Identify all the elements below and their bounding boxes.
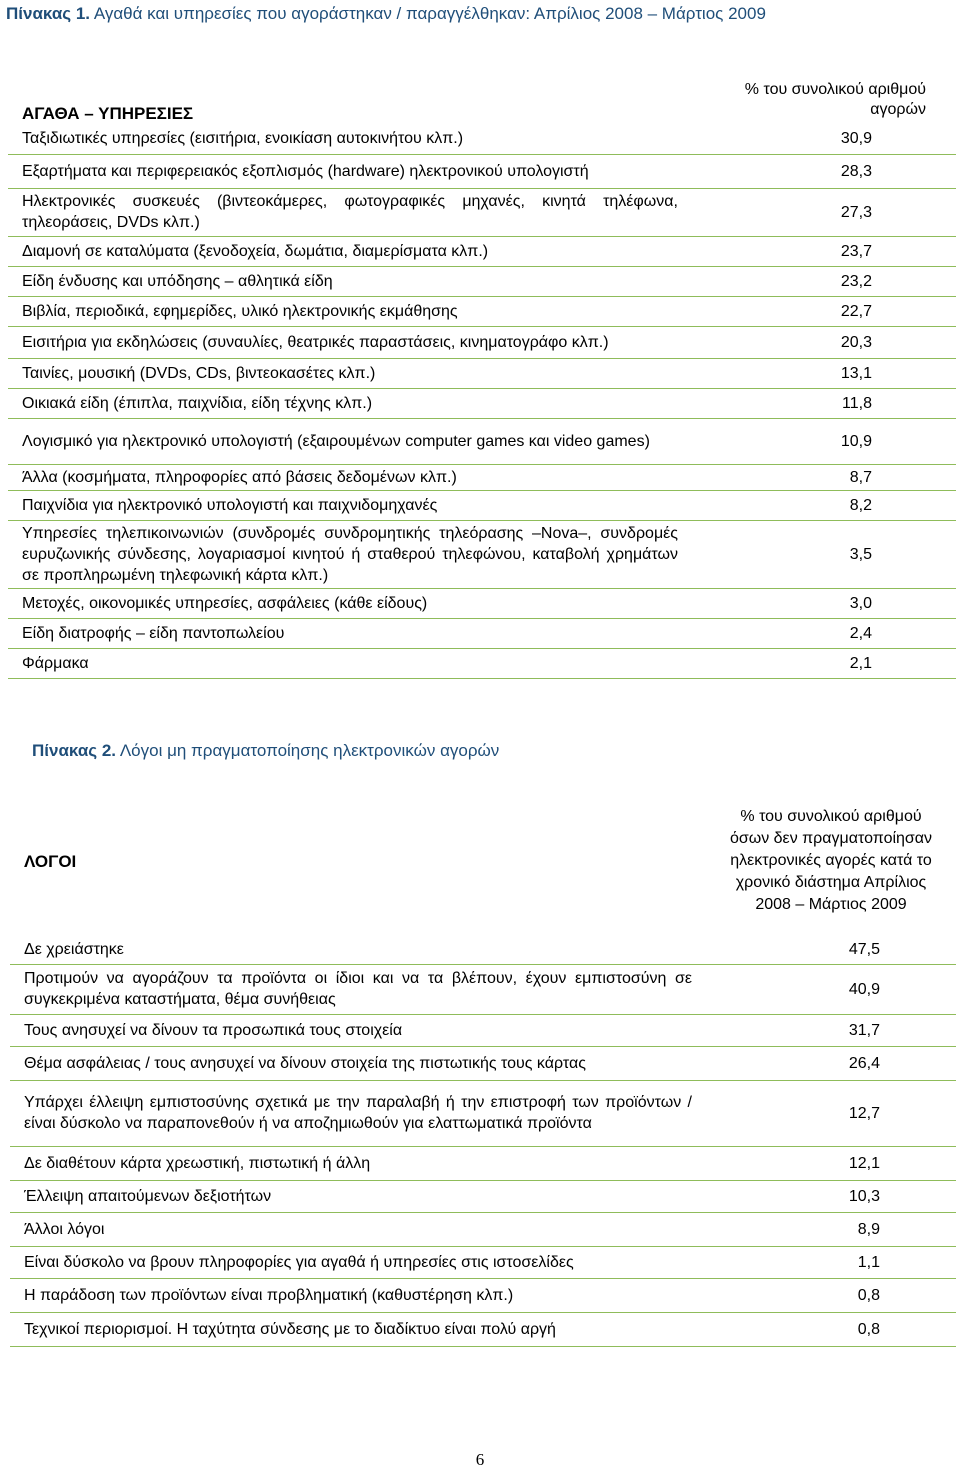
row-label: Ταξιδιωτικές υπηρεσίες (εισιτήρια, ενοικίαση αυτοκινήτου κλπ.) [8,124,692,154]
table-row [10,936,956,964]
row-value: 31,7 [706,1014,956,1046]
row-label: Ταινίες, μουσική (DVDs, CDs, βιντεοκασέτες κλπ.) [8,358,692,388]
row-value: 23,7 [692,236,956,266]
table-row [8,236,956,266]
table-row [10,1278,956,1312]
row-label: Παιχνίδια για ηλεκτρονικό υπολογιστή και παιχνιδομηχανές [8,490,692,520]
row-value: 0,8 [706,1278,956,1312]
table2-header-title: ΛΟΓΟΙ [24,851,77,871]
table-row [10,1146,956,1180]
page-number: 6 [475,1450,485,1469]
row-label: Τους ανησυχεί να δίνουν τα προσωπικά τους στοιχεία [10,1014,706,1046]
row-label: Είδη ένδυσης και υπόδησης – αθλητικά είδη [8,266,692,296]
row-label: Υπάρχει έλλειψη εμπιστοσύνης σχετικά με την παραλαβή ή την επιστροφή των προϊόντων / είναι δύσκολο να παραπονεθούν ή να αποζημιωθούν για ελαττωματικά προϊόντα [10,1080,706,1146]
table1-caption-label: Πίνακας 1. [6,4,91,23]
table-row [8,188,956,236]
table-row [10,1080,956,1146]
table-row [10,1312,956,1346]
row-value: 3,5 [692,520,956,588]
table2-caption [32,741,499,761]
row-value: 27,3 [692,188,956,236]
row-label: Διαμονή σε καταλύματα (ξενοδοχεία, δωμάτια, διαμερίσματα κλπ.) [8,236,692,266]
table-row [8,124,956,154]
table-row [8,464,956,490]
row-value: 11,8 [692,388,956,418]
table1-header-column: % του συνολικού αριθμού αγορών [744,81,926,118]
table2-header-row [10,786,956,936]
row-value: 26,4 [706,1046,956,1080]
row-value: 30,9 [692,124,956,154]
table-row [8,588,956,618]
table-row [8,266,956,296]
row-value: 12,7 [706,1080,956,1146]
row-value: 2,4 [692,618,956,648]
row-label: Δε χρειάστηκε [10,936,706,964]
table1-header-row [8,80,956,124]
row-label: Τεχνικοί περιορισμοί. Η ταχύτητα σύνδεσης με το διαδίκτυο είναι πολύ αργή [10,1312,706,1346]
row-value: 40,9 [706,964,956,1014]
row-label: Ηλεκτρονικές συσκευές (βιντεοκάμερες, φωτογραφικές μηχανές, κινητά τηλέφωνα, τηλεοράσεις, DVDs κλπ.) [8,188,692,236]
row-label: Οικιακά είδη (έπιπλα, παιχνίδια, είδη τέχνης κλπ.) [8,388,692,418]
row-label: Μετοχές, οικονομικές υπηρεσίες, ασφάλειες (κάθε είδους) [8,588,692,618]
row-label: Εισιτήρια για εκδηλώσεις (συναυλίες, θεατρικές παραστάσεις, κινηματογράφο κλπ.) [8,326,692,358]
table1 [8,80,956,679]
row-value: 10,9 [692,418,956,464]
row-label: Βιβλία, περιοδικά, εφημερίδες, υλικό ηλεκτρονικής εκμάθησης [8,296,692,326]
table-row [8,326,956,358]
table-row [8,520,956,588]
table-row [8,648,956,678]
row-value: 1,1 [706,1246,956,1278]
row-value: 3,0 [692,588,956,618]
table2-body [10,786,956,1346]
row-label: Προτιμούν να αγοράζουν τα προϊόντα οι ίδιοι και να τα βλέπουν, έχουν εμπιστοσύνη σε συγκεκριμένα καταστήματα, θέμα συνήθειας [10,964,706,1014]
row-value: 8,9 [706,1212,956,1246]
row-label: Λογισμικό για ηλεκτρονικό υπολογιστή (εξαιρουμένων computer games και video games) [8,418,692,464]
table-row [10,1046,956,1080]
table2-header-column: % του συνολικού αριθμού όσων δεν πραγματοποίησαν ηλεκτρονικές αγορές κατά το χρονικό διάστημα Απρίλιος 2008 – Μάρτιος 2009 [729,808,933,913]
row-label: Άλλοι λόγοι [10,1212,706,1246]
row-value: 8,7 [692,464,956,490]
table-row [8,358,956,388]
row-value: 23,2 [692,266,956,296]
row-label: Είναι δύσκολο να βρουν πληροφορίες για αγαθά ή υπηρεσίες στις ιστοσελίδες [10,1246,706,1278]
table1-header-title: ΑΓΑΘΑ – ΥΠΗΡΕΣΙΕΣ [22,104,194,123]
table-row [8,154,956,188]
table2 [10,786,956,1347]
table-row [8,418,956,464]
table-row [10,1212,956,1246]
table-row [10,1246,956,1278]
row-value: 12,1 [706,1146,956,1180]
row-value: 8,2 [692,490,956,520]
row-label: Άλλα (κοσμήματα, πληροφορίες από βάσεις δεδομένων κλπ.) [8,464,692,490]
table2-caption-text: Λόγοι μη πραγματοποίησης ηλεκτρονικών αγορών [119,741,500,760]
row-value: 10,3 [706,1180,956,1212]
table-row [8,388,956,418]
row-value: 28,3 [692,154,956,188]
table-row [8,296,956,326]
table2-caption-label: Πίνακας 2. [32,741,117,760]
table-row [10,1014,956,1046]
row-label: Είδη διατροφής – είδη παντοπωλείου [8,618,692,648]
row-label: Θέμα ασφάλειας / τους ανησυχεί να δίνουν στοιχεία της πιστωτικής τους κάρτας [10,1046,706,1080]
row-label: Έλλειψη απαιτούμενων δεξιοτήτων [10,1180,706,1212]
row-label: Δε διαθέτουν κάρτα χρεωστική, πιστωτική ή άλλη [10,1146,706,1180]
table-row [10,1180,956,1212]
row-label: Εξαρτήματα και περιφερειακός εξοπλισμός (hardware) ηλεκτρονικού υπολογιστή [8,154,692,188]
table1-caption [6,4,766,24]
row-label: Η παράδοση των προϊόντων είναι προβληματική (καθυστέρηση κλπ.) [10,1278,706,1312]
table-row [8,618,956,648]
row-label: Υπηρεσίες τηλεπικοινωνιών (συνδρομές συνδρομητικής τηλεόρασης –Nova–, συνδρομές ευρυζωνικής σύνδεσης, λογαριασμοί κινητού ή σταθερού τηλεφώνου, καταβολή χρημάτων σε προπληρωμένη τηλεφωνική κάρτα κλπ.) [8,520,692,588]
row-value: 13,1 [692,358,956,388]
row-value: 2,1 [692,648,956,678]
row-value: 22,7 [692,296,956,326]
table1-body [8,80,956,678]
row-value: 0,8 [706,1312,956,1346]
row-label: Φάρμακα [8,648,692,678]
row-value: 47,5 [706,936,956,964]
table1-caption-text: Αγαθά και υπηρεσίες που αγοράστηκαν / παραγγέλθηκαν: Απρίλιος 2008 – Μάρτιος 2009 [93,4,766,23]
row-value: 20,3 [692,326,956,358]
table-row [10,964,956,1014]
table-row [8,490,956,520]
